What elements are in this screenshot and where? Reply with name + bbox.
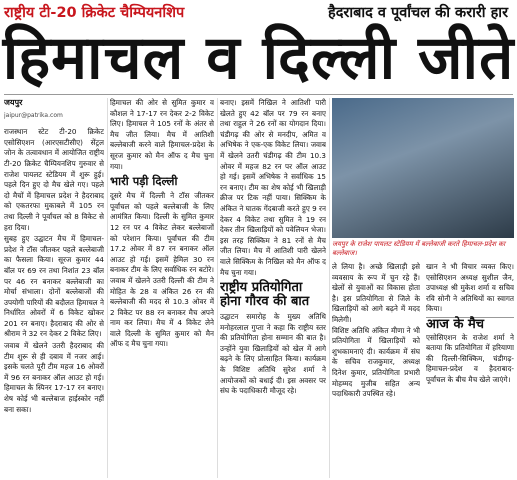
subhead-bhari-padi-dilli: भारी पड़ी दिल्ली bbox=[110, 174, 178, 189]
paragraph: ले लिया है। अच्छे खिलाड़ी इसे व्यवसाय के रूप में चुन रहे हैं। खेलों से युवाओं का विकास होता है। इस प्रतियोगिता से जिले के खिलाड़ियों को आगे बढ़ने में मदद मिलेगी। bbox=[332, 262, 420, 324]
column-1 bbox=[4, 98, 104, 478]
headline-rule bbox=[4, 94, 513, 95]
paragraph: बनाए। इसमें निखिल ने आतिशी पारी खेलते हुए 42 बॉल पर 79 रन बनाए तथा राहुल ने 26 रनों का योगदान दिया। चंडीगढ़ की ओर से मनदीप, अमित व अभिषेक ने एक-एक विकेट लिया। जवाब में खेलने उतरी चंडीगढ़ की टीम 10.3 ओवर में महज 82 रन पर ऑल आउट हो गई। इसमें अभिषेक ने सर्वाधिक 15 रन बनाए। टीम का शेष कोई भी खिलाड़ी क्रीज पर टिक नहीं पाया। सिक्किम के अंकित ने घातक गेंदबाजी करते हुए 9 रन देकर 4 विकेट तथा सुमित ने 19 रन देकर तीन खिलाड़ियों को पवेलियन भेजा। इस तरह सिक्किम ने 81 रनों से मैच जीत लिया। मैच में आतिशी पारी खेलने वाले सिक्किम के निखिल को मैन ऑफ द मैच चुना गया। bbox=[220, 98, 326, 277]
match-photo bbox=[332, 98, 514, 238]
paragraph: विशिष्ट अतिथि अंकित मीणा ने भी प्रतियोगिता में खिलाड़ियों को शुभकामनाएं दी। कार्यक्रम में संघ के सचिव राजकुमार, अध्यक्ष दिनेश कुमार, प्रतियोगिता प्रभारी मोहम्मद मुजीब सहित अन्य पदाधिकारी उपस्थित रहे। bbox=[332, 325, 420, 399]
column-5 bbox=[426, 262, 514, 480]
paragraph: दूसरे मैच में दिल्ली ने टॉस जीतकर पूर्वांचल को पहले बल्लेबाजी के लिए आमंत्रित किया। दिल्ली के सुमित कुमार 12 रन पर 4 विकेट लेकर बल्लेबाजों को परेशान किया। पूर्वांचल की टीम 17.2 ओवर में 87 रन बनाकर ऑल आउट हो गई। इसमें हेमिल 30 रन बनाकर टीम के लिए सर्वाधिक रन बटोरे। जवाब में खेलने उतरी दिल्ली की टीम ने मोहित के 28 व अंकित 26 रन की बल्लेबाजी की मदद से 10.3 ओवर में 2 विकेट पर 88 रन बनाकर मैच अपने नाम कर लिया। मैच में 4 विकेट लेने वाले दिल्ली के सुमित कुमार को मैन ऑफ द मैच चुना गया। bbox=[110, 191, 214, 349]
column-3 bbox=[220, 98, 326, 478]
subhead-aaj-ke-match: आज के मैच bbox=[426, 317, 514, 331]
byline: jaipur@patrika.com bbox=[4, 111, 63, 119]
kicker-left: राष्ट्रीय टी-20 क्रिकेट चैम्पियनशिप bbox=[4, 5, 185, 21]
paragraph: सुबह हुए उद्घाटन मैच में हिमाचल-प्रदेश ने टॉस जीतकर पहले बल्लेबाजी का फैसला किया। सूरज कुमार 44 बॉल पर 69 रन तथा निशांत 23 बॉल पर 46 रन बनाकर बल्लेबाजी का मोर्चा संभाला। दोनों बल्लेबाजों की उपयोगी पारियों की बदौलत हिमाचल ने निर्धारित ओवरों में 6 विकेट खोकर 201 रन बनाए। हैदराबाद की ओर से श्रीराम ने 32 रन देकर 2 विकेट लिए। bbox=[4, 234, 104, 339]
column-divider bbox=[217, 98, 218, 478]
column-4 bbox=[332, 262, 420, 480]
subhead-rashtriya-pratiyogita: राष्ट्रीय प्रतियोगिता होना गौरव की बात bbox=[220, 280, 310, 310]
column-divider bbox=[107, 98, 108, 478]
paragraph: जवाब में खेलने उतरी हैदराबाद की टीम शुरू से ही दबाव में नजर आई। इसके चलते पूरी टीम महज 16 ओवरों में 96 रन बनाकर ऑल आउट हो गई। हिमाचल के स्पिनर 17-17 रन बनाए। शेष कोई भी बल्लेबाज हाईस्कोर नहीं बना सका। bbox=[4, 341, 104, 414]
kicker-right: हैदराबाद व पूर्वांचल की करारी हार bbox=[328, 5, 508, 21]
paragraph: खान ने भी विचार व्यक्त किए। एसोसिएशन अध्यक्ष सुशील जैन, उपाध्यक्ष श्री मुकेश शर्मा व सचिव रवि सोनी ने अतिथियों का स्वागत किया। bbox=[426, 262, 514, 314]
paragraph: एसोसिएशन के राजेश शर्मा ने बताया कि प्रतियोगिता में हरियाणा की दिल्ली-सिक्किम, चंडीगढ़-हिमाचल-प्रदेश व हैदराबाद-पूर्वांचल के बीच मैच खेले जाएंगे। bbox=[426, 332, 514, 384]
paragraph: राजस्थान स्टेट टी-20 क्रिकेट एसोसिएशन (आरएसटीसीए) सेंट्रल जोन के तत्वावधान में आयोजित राष्ट्रीय टी-20 क्रिकेट चैम्पियनशिप गुरुवार से राजेश पायलट स्टेडियम में शुरू हुई। पहले दिन हुए दो मैच खेले गए। पहले दो मैचों में हिमाचल प्रदेश ने हैदराबाद को एकतरफा मुकाबले में 105 रन तथा दिल्ली ने पूर्वांचल को 8 विकेट से हरा दिया। bbox=[4, 127, 104, 232]
photo-caption: जयपुर के राजेश पायलट स्टेडियम में बल्लेबाजी करते हिमाचल-प्रदेश का बल्लेबाज। bbox=[332, 240, 506, 257]
paragraph: हिमाचल की ओर से सुमित कुमार व कौशल ने 17-17 रन देकर 2-2 विकेट लिए। हिमाचल ने 105 रनों के अंतर से मैच जीत लिया। मैच में आतिशी बल्लेबाजी करने वाले हिमाचल-प्रदेश के सूरज कुमार को मैन ऑफ द मैच चुना गया। bbox=[110, 98, 214, 171]
dateline: जयपुर bbox=[4, 98, 23, 107]
column-divider bbox=[329, 98, 330, 478]
headline: हिमाचल व दिल्ली जीते bbox=[2, 23, 515, 93]
paragraph: उद्घाटन समारोह के मुख्य अतिथि मनोहरलाल गुप्ता ने कहा कि राष्ट्रीय स्तर की प्रतियोगिता होना सम्मान की बात है। उन्होंने युवा खिलाड़ियों को खेल में आगे बढ़ने के लिए प्रोत्साहित किया। कार्यक्रम के विशिष्ट अतिथि सुरेश शर्मा ने आयोजकों को बधाई दी। इस अवसर पर संघ के पदाधिकारी मौजूद रहे। bbox=[220, 312, 326, 396]
column-2 bbox=[110, 98, 214, 478]
